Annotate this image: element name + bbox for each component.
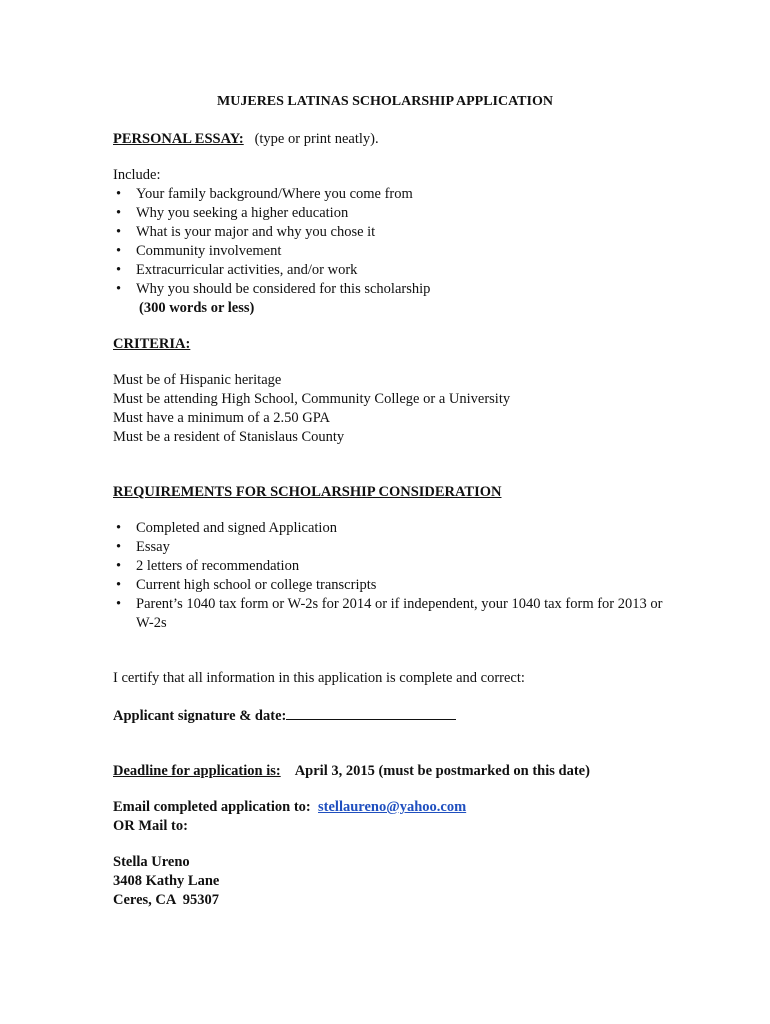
signature-line[interactable] xyxy=(286,705,456,720)
bullet-icon: • xyxy=(116,539,122,555)
document-title: MUJERES LATINAS SCHOLARSHIP APPLICATION xyxy=(217,94,553,109)
list-item: • Community involvement xyxy=(116,243,282,259)
bullet-icon: • xyxy=(116,243,122,259)
essay-include-list xyxy=(113,185,673,299)
contact-name: Stella Ureno xyxy=(113,854,190,870)
essay-heading-row xyxy=(113,130,673,149)
list-item: • Completed and signed Application xyxy=(116,520,337,536)
criteria-line: Must be of Hispanic heritage xyxy=(113,372,282,388)
list-item: • Why you seeking a higher education xyxy=(116,205,349,221)
mail-label: OR Mail to: xyxy=(113,818,188,834)
signature-label: Applicant signature & date: xyxy=(113,708,287,724)
bullet-icon: • xyxy=(116,558,122,574)
bullet-icon: • xyxy=(116,224,122,240)
criteria-heading: CRITERIA: xyxy=(113,336,191,352)
list-item: • What is your major and why you chose it xyxy=(116,224,376,240)
deadline-value: April 3, 2015 (must be postmarked on this date) xyxy=(294,763,590,779)
contact-street: 3408 Kathy Lane xyxy=(113,873,220,889)
email-label: Email completed application to: xyxy=(113,799,311,815)
list-item: • Extracurricular activities, and/or work xyxy=(116,262,358,278)
criteria-line: Must be attending High School, Community College or a University xyxy=(113,391,511,407)
list-item: • Why you should be considered for this scholarship xyxy=(116,281,431,297)
include-label: Include: xyxy=(113,167,161,183)
deadline-label: Deadline for application is: xyxy=(113,763,281,779)
list-item: • Essay xyxy=(116,539,170,555)
signature-row xyxy=(113,705,673,726)
essay-note: (type or print neatly). xyxy=(254,131,379,147)
requirements-heading: REQUIREMENTS FOR SCHOLARSHIP CONSIDERATION xyxy=(113,484,502,500)
email-link[interactable]: stellaureno@yahoo.com xyxy=(318,799,467,815)
essay-heading: PERSONAL ESSAY: xyxy=(113,131,244,147)
list-item: • Your family background/Where you come from xyxy=(116,186,413,202)
list-item: • Current high school or college transcripts xyxy=(116,577,377,593)
list-item: • Parent’s 1040 tax form or W-2s for 2014 or if independent, your 1040 tax form for 2013 or W-2s xyxy=(116,596,663,631)
bullet-icon: • xyxy=(116,520,122,536)
list-item: • 2 letters of recommendation xyxy=(116,558,300,574)
criteria-line: Must have a minimum of a 2.50 GPA xyxy=(113,410,330,426)
deadline-row xyxy=(113,762,673,781)
certify-statement: I certify that all information in this application is complete and correct: xyxy=(113,670,525,686)
bullet-icon: • xyxy=(116,577,122,593)
bullet-icon: • xyxy=(116,281,122,297)
requirements-list xyxy=(113,519,673,633)
bullet-icon: • xyxy=(116,205,122,221)
contact-city: Ceres, CA 95307 xyxy=(113,892,220,908)
word-limit: (300 words or less) xyxy=(139,300,255,316)
bullet-icon: • xyxy=(116,262,122,278)
email-row xyxy=(113,798,673,817)
bullet-icon: • xyxy=(116,596,122,612)
criteria-line: Must be a resident of Stanislaus County xyxy=(113,429,345,445)
bullet-icon: • xyxy=(116,186,122,202)
document-page xyxy=(113,92,673,910)
